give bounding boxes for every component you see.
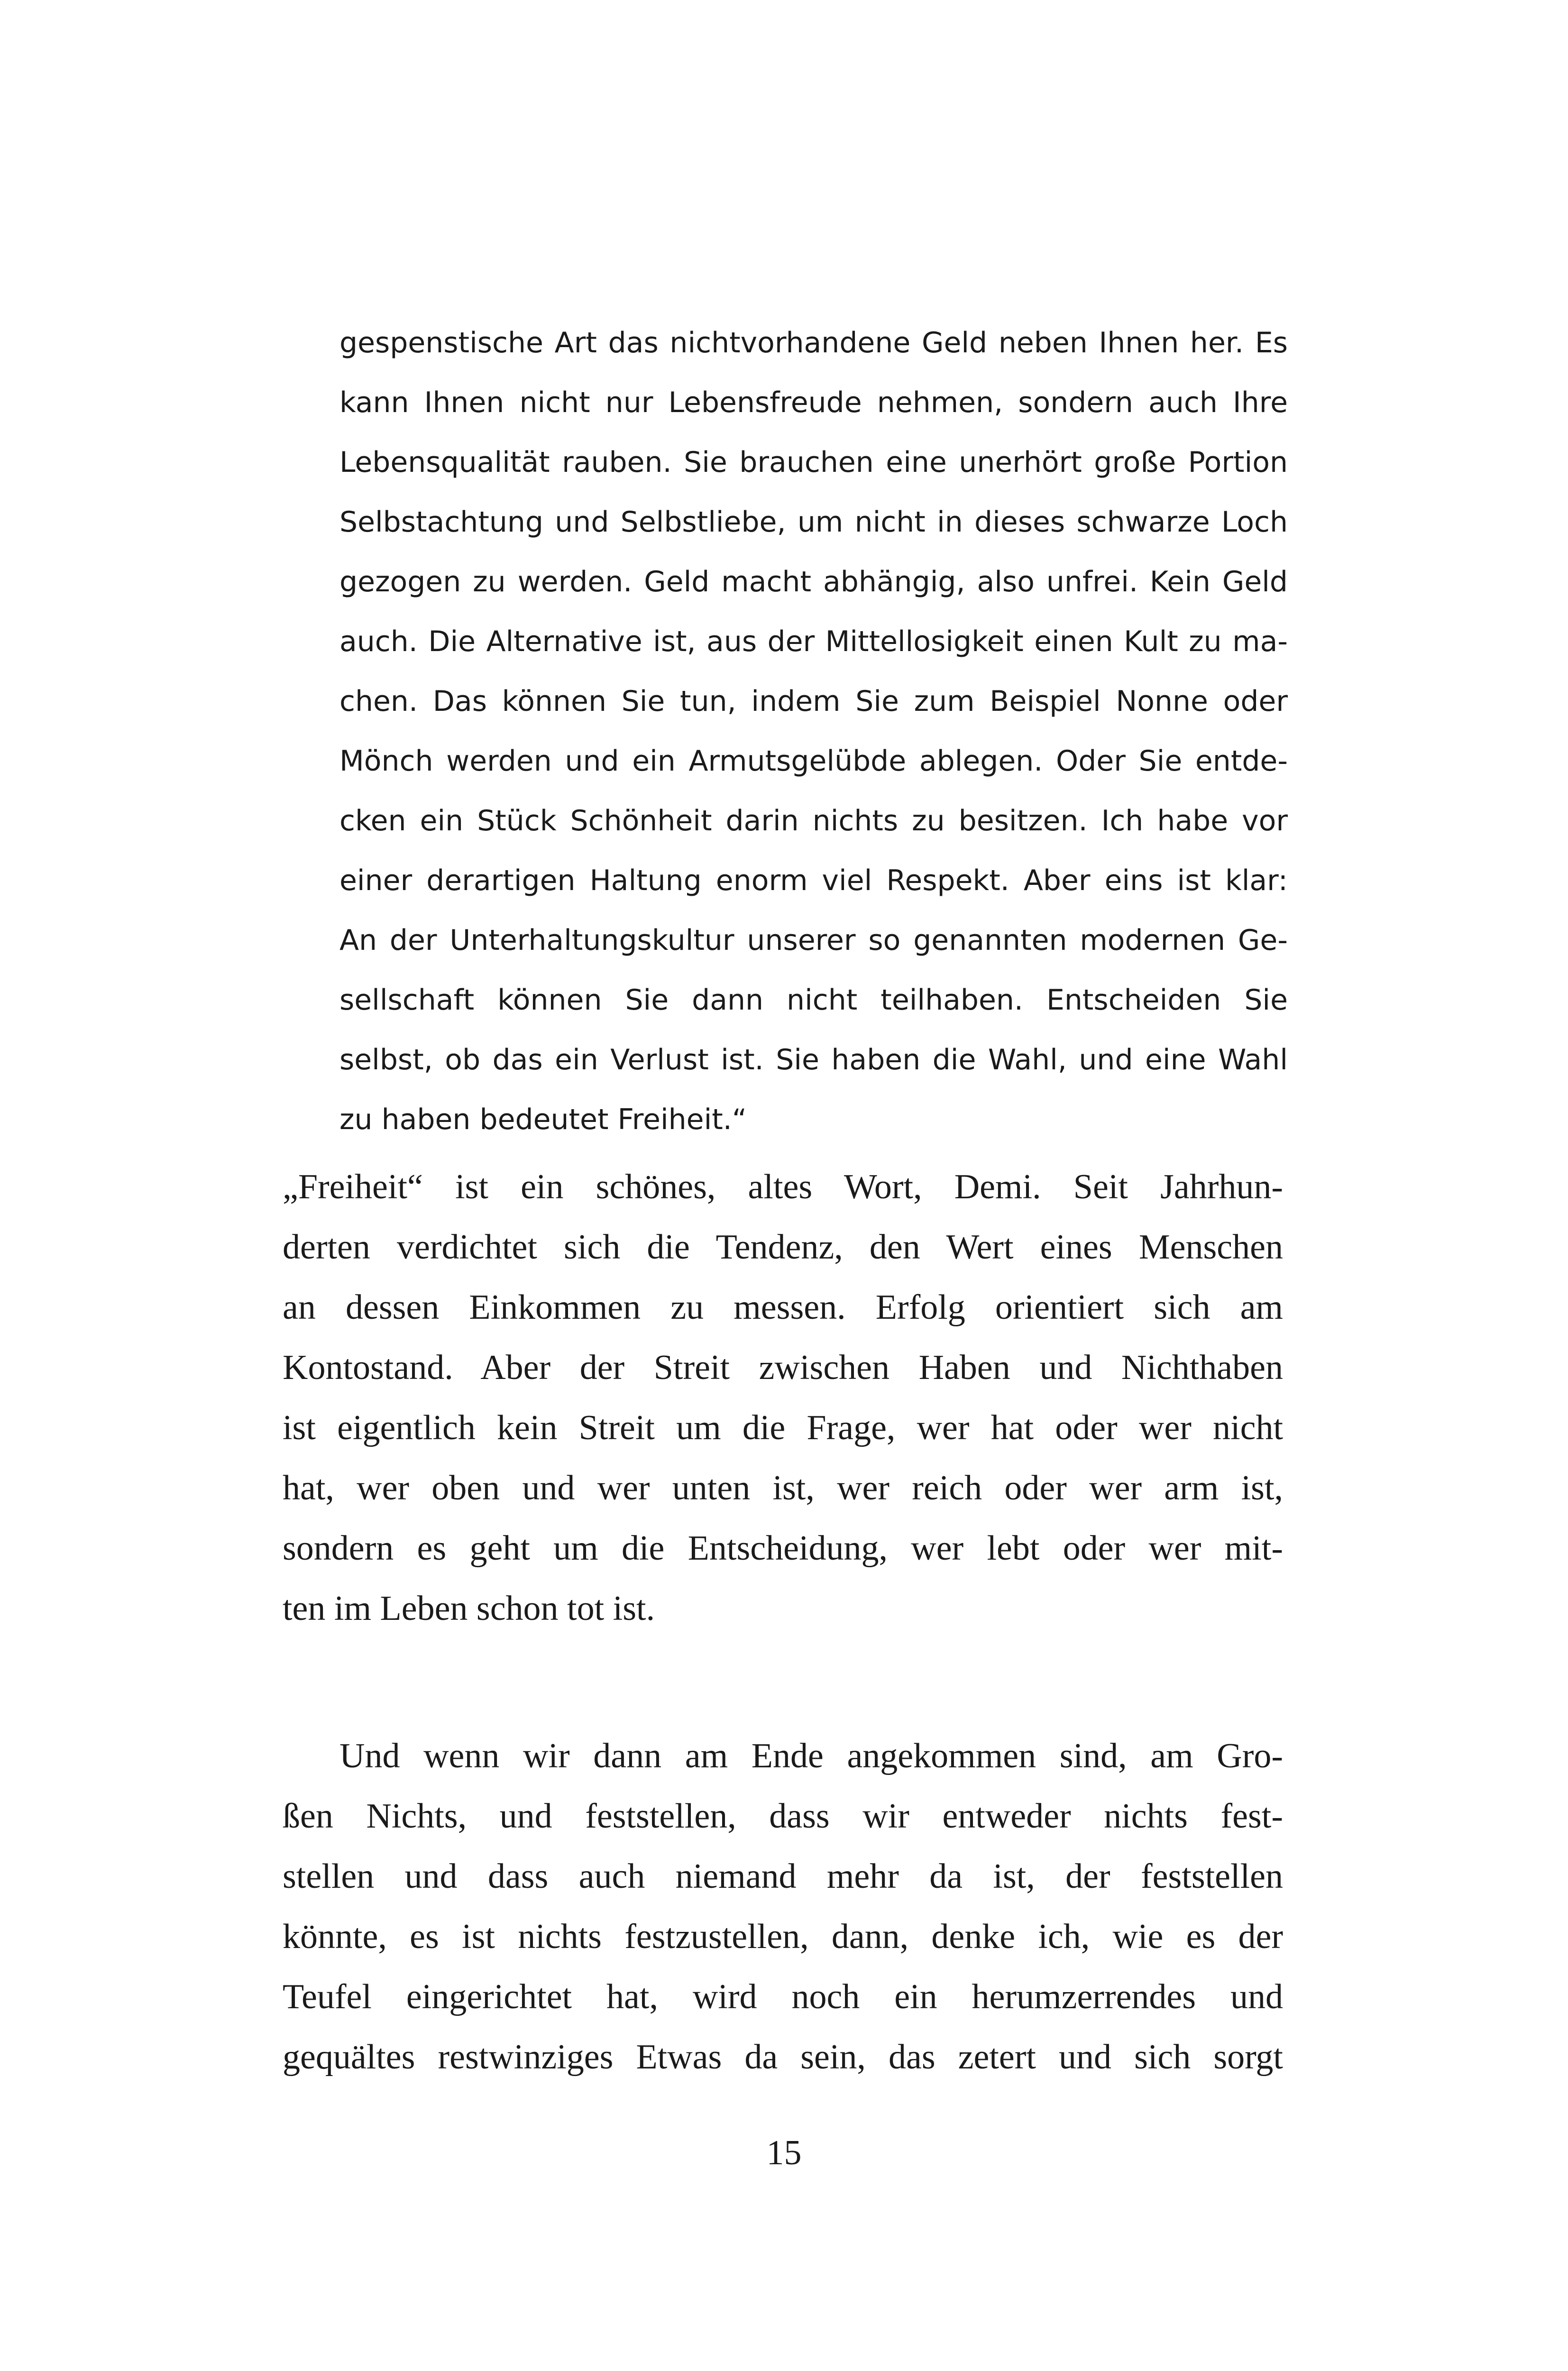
- page-number: 15: [766, 2133, 802, 2172]
- quote-line: An der Unterhaltungskultur unserer so genannten modernen Ge-: [339, 924, 1288, 957]
- paragraph-line: ten im Leben schon tot ist.: [283, 1589, 655, 1628]
- quote-line: sellschaft können Sie dann nicht teilhaben. Entscheiden Sie: [339, 983, 1288, 1017]
- quote-line: kann Ihnen nicht nur Lebensfreude nehmen, sondern auch Ihre: [339, 386, 1288, 419]
- paragraph-line: derten verdichtet sich die Tendenz, den Wert eines Menschen: [283, 1228, 1283, 1267]
- paragraph-line: „Freiheit“ ist ein schönes, altes Wort, Demi. Seit Jahrhun-: [283, 1167, 1283, 1206]
- quote-line: Lebensqualität rauben. Sie brauchen eine unerhört große Portion: [339, 446, 1288, 479]
- paragraph-line: hat, wer oben und wer unten ist, wer reich oder wer arm ist,: [283, 1469, 1283, 1507]
- paragraph-line: könnte, es ist nichts festzustellen, dann, denke ich, wie es der: [283, 1917, 1283, 1956]
- quoted-passage: [339, 313, 1288, 1149]
- quote-line: gespenstische Art das nichtvorhandene Geld neben Ihnen her. Es: [339, 326, 1288, 359]
- paragraph-line: ßen Nichts, und feststellen, dass wir entweder nichts fest-: [283, 1797, 1283, 1836]
- paragraph-line: Und wenn wir dann am Ende angekommen sind, am Gro-: [339, 1737, 1283, 1775]
- paragraph-line: Teufel eingerichtet hat, wird noch ein herumzerrendes und: [283, 1977, 1283, 2016]
- quote-line: Mönch werden und ein Armutsgelübde ablegen. Oder Sie entde-: [339, 744, 1288, 778]
- quote-line: gezogen zu werden. Geld macht abhängig, also unfrei. Kein Geld: [339, 565, 1288, 598]
- body-paragraph-2: [283, 1726, 1283, 2087]
- body-paragraph-1: [283, 1157, 1283, 1639]
- paragraph-line: ist eigentlich kein Streit um die Frage, wer hat oder wer nicht: [283, 1408, 1283, 1447]
- paragraph-line: an dessen Einkommen zu messen. Erfolg orientiert sich am: [283, 1288, 1283, 1327]
- quote-line: cken ein Stück Schönheit darin nichts zu besitzen. Ich habe vor: [339, 804, 1288, 837]
- quote-line: chen. Das können Sie tun, indem Sie zum Beispiel Nonne oder: [339, 685, 1288, 718]
- paragraph-line: sondern es geht um die Entscheidung, wer lebt oder wer mit-: [283, 1529, 1283, 1568]
- quote-line: auch. Die Alternative ist, aus der Mittellosigkeit einen Kult zu ma-: [339, 625, 1288, 658]
- quote-line: zu haben bedeutet Freiheit.“: [339, 1103, 747, 1136]
- quote-line: Selbstachtung und Selbstliebe, um nicht in dieses schwarze Loch: [339, 505, 1288, 539]
- quote-line: einer derartigen Haltung enorm viel Respekt. Aber eins ist klar:: [339, 864, 1288, 897]
- quote-line: selbst, ob das ein Verlust ist. Sie haben die Wahl, und eine Wahl: [339, 1043, 1288, 1076]
- paragraph-line: gequältes restwinziges Etwas da sein, das zetert und sich sorgt: [283, 2038, 1283, 2077]
- paragraph-line: stellen und dass auch niemand mehr da ist, der feststellen: [283, 1857, 1283, 1896]
- paragraph-line: Kontostand. Aber der Streit zwischen Haben und Nichthaben: [283, 1348, 1283, 1387]
